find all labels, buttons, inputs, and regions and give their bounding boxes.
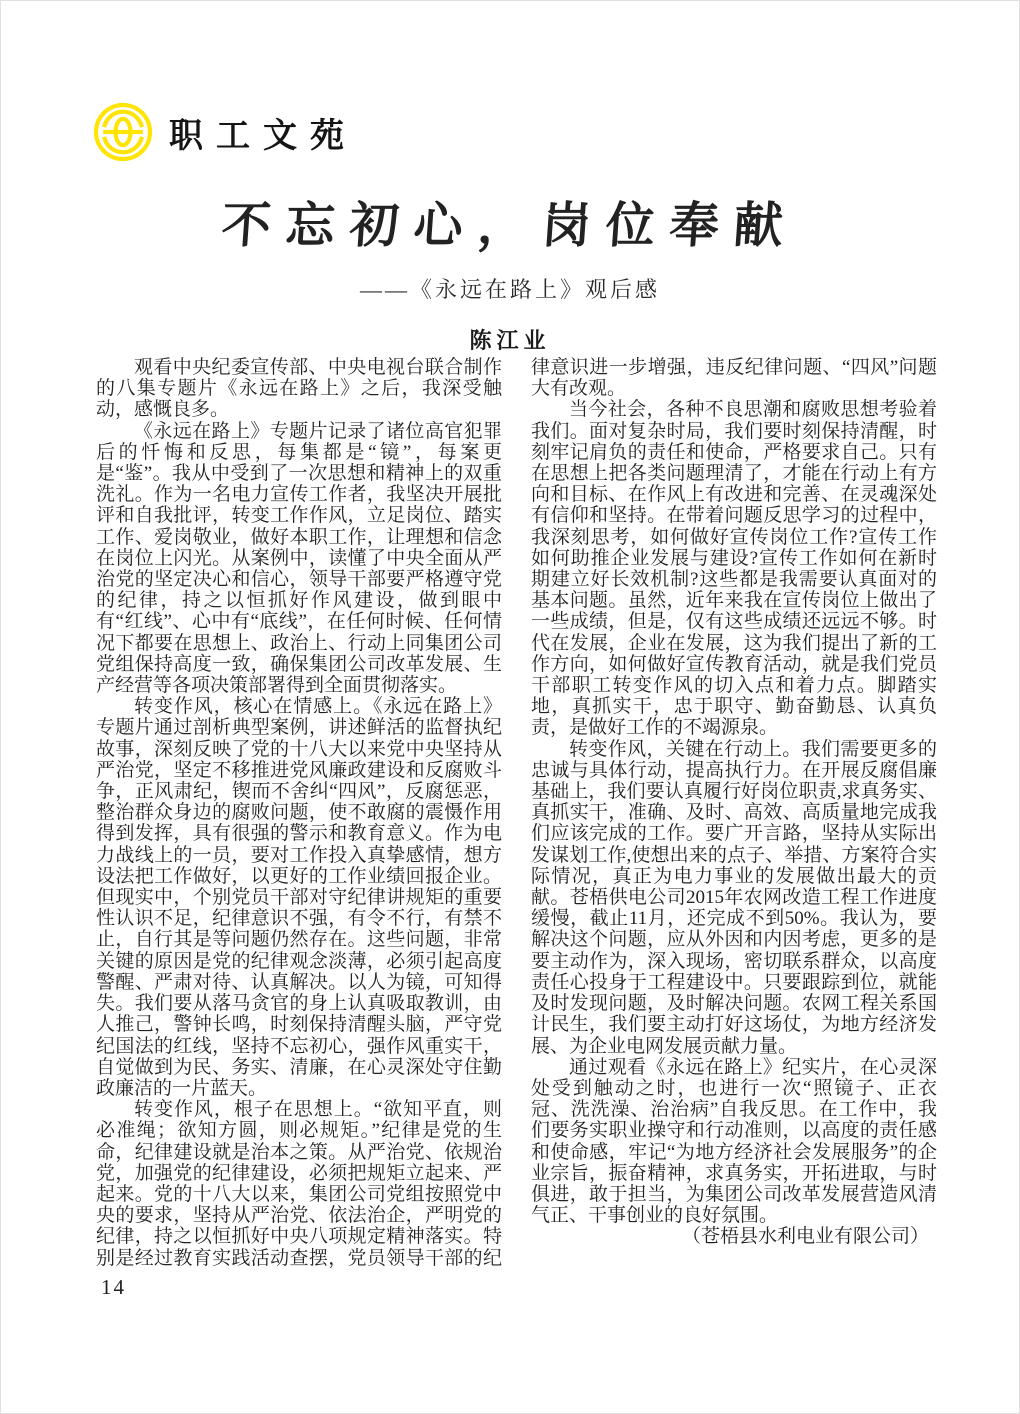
article-paragraph: 转变作风，核心在情感上。《永远在路上》专题片通过剖析典型案例，讲述鲜活的监督执纪故事，深刻反映了党的十八大以来党中央坚持从严治党，坚定不移推进党风廉政建设和反腐败斗争，正风肃纪，锲而不舍纠“四风”，反腐惩恶，整治群众身边的腐败问题，使不敢腐的震慑作用得到发挥，具有很强的警示和教育意义。作为电力战线上的一员，要对工作投入真挚感情，想方设法把工作做好，以更好的工作业绩回报企业。但现实中，个别党员干部对守纪律讲规矩的重要性认识不足，纪律意识不强，有令不行，有禁不止，自行其是等问题仍然存在。这些问题，非常关键的原因是党的纪律观念淡薄，必须引起高度警醒、严肃对待、认真解决。以人为镜，可知得失。我们要从落马贪官的身上认真吸取教训，由人推己，警钟长鸣，时刻保持清醒头脑，严守党纪国法的红线，坚持不忘初心，强作风重实干，自觉做到为民、务实、清廉，在心灵深处守住勤政廉洁的一片蓝天。: [96, 696, 502, 1099]
article-paragraph: 当今社会，各种不良思潮和腐败思想考验着我们。面对复杂时局，我们要时刻保持清醒，时刻牢记肩负的责任和使命，严格要求自己。只有在思想上把各类问题理清了，才能在行动上有方向和目标、在作风上有改进和完善、在灵魂深处有信仰和坚持。在带着问题反思学习的过程中，我深刻思考，如何做好宣传岗位工作?宣传工作如何助推企业发展与建设?宣传工作如何在新时期建立好长效机制?这些都是我需要认真面对的基本问题。虽然，近年来我在宣传岗位上做出了一些成绩，但是，仅有这些成绩还远远不够。时代在发展，企业在发展，这为我们提出了新的工作方向，如何做好宣传教育活动，就是我们党员干部职工转变作风的切入点和着力点。脚踏实地，真抓实干，忠于职守、勤奋勤恳、认真负责，是做好工作的不竭源泉。: [531, 399, 937, 739]
section-label: 职工文苑: [169, 117, 357, 155]
article-body: [96, 357, 937, 1269]
article-paragraph: 转变作风，关键在行动上。我们需要更多的忠诚与具体行动，提高执行力。在开展反腐倡廉基础上，我们要认真履行好岗位职责,求真务实、真抓实干，准确、及时、高效、高质量地完成我们应该完成的工作。要广开言路，坚持从实际出发谋划工作,使想出来的点子、举措、方案符合实际情况，真正为电力事业的发展做出最大的贡献。苍梧供电公司2015年农网改造工程工作进度缓慢，截止11月，还完成不到50%。我认为，要解决这个问题，应从外因和内因考虑，更多的是要主动作为，深入现场，密切联系群众，以高度责任心投身于工程建设中。只要跟踪到位，就能及时发现问题，及时解决问题。农网工程关系国计民生，我们要主动打好这场仗，为地方经济发展、为企业电网发展贡献力量。: [531, 738, 937, 1057]
article-paragraph: 转变作风，根子在思想上。“欲知平直，则必准绳；欲知方圆，则必规矩。”纪律是党的生命，纪律建设就是治本之策。从严治党、依规治党，加强党的纪律建设，必须把规矩立起来、严起来。党的十八大以来，集团公司党组按照党中央的要求，坚持从严治党、依法治企，严明党的纪律，持之以恒抓好中央八项规定精神落实。特别是经过教育实践活动查摆，党员领导干部的纪律意识进一步增强，违反纪律问题、“四风”问题大有改观。: [96, 357, 937, 1269]
article-paragraph: 通过观看《永远在路上》纪实片，在心灵深处受到触动之时，也进行一次“照镜子、正衣冠、洗洗澡、治治病”自我反思。在工作中，我们要务实职业操守和行动准则，以高度的责任感和使命感，牢记“为地方经济社会发展服务”的企业宗旨，振奋精神，求真务实，开拓进取，与时俱进，敢于担当，为集团公司改革发展营造风清气正、干事创业的良好氛围。: [531, 1056, 937, 1227]
article-paragraph: 《永远在路上》专题片记录了诸位高官犯罪后的忏悔和反思，每集都是“镜”，每案更是“鉴”。我从中受到了一次思想和精神上的双重洗礼。作为一名电力宣传工作者，我坚决开展批评和自我批评，转变工作作风，立足岗位、踏实工作、爱岗敬业，做好本职工作，让理想和信念在岗位上闪光。从案例中，读懂了中央全面从严治党的坚定决心和信心，领导干部要严格遵守党的纪律，持之以恒抓好作风建设，做到眼中有“红线”、心中有“底线”，在任何时候、任何情况下都要在思想上、政治上、行动上同集团公司党组保持高度一致，确保集团公司改革发展、生产经营等各项决策部署得到全面贯彻落实。: [96, 420, 502, 697]
article-attribution: （苍梧县水利电业有限公司）: [681, 1226, 929, 1248]
page-number: 14: [101, 1275, 126, 1299]
article-author: 陈江业: [469, 328, 551, 353]
article-subtitle: ——《永远在路上》观后感: [359, 277, 660, 302]
title-block: [1, 187, 1019, 355]
trade-union-emblem-icon: [93, 102, 153, 162]
article-title: 不忘初心，岗位奉献: [219, 198, 800, 253]
section-header: [93, 102, 357, 162]
article-paragraph: 观看中央纪委宣传部、中央电视台联合制作的八集专题片《永远在路上》之后，我深受触动，感慨良多。: [96, 357, 502, 421]
